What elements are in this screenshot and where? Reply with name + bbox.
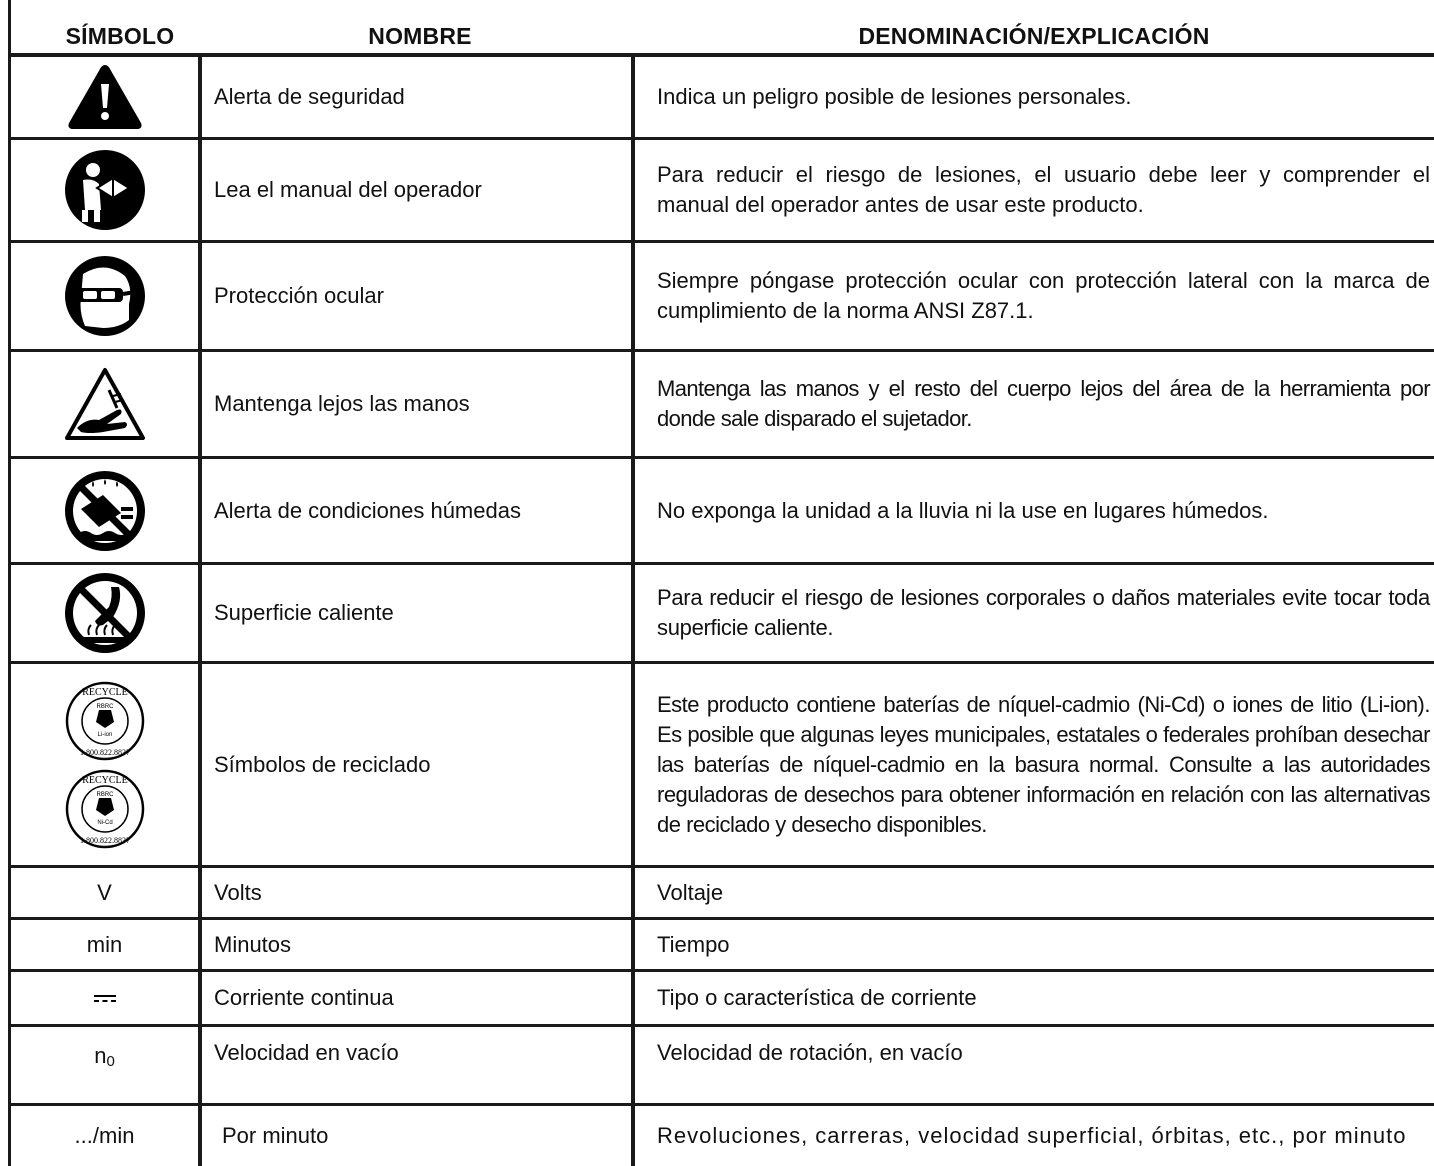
eye-protection-icon: [63, 254, 147, 338]
header-name: NOMBRE: [368, 23, 472, 49]
recycle-seal-icon: [64, 680, 146, 762]
row-explanation: Para reducir el riesgo de lesiones, el usuario debe leer y comprender el manual del operador antes de usar este producto.: [657, 162, 1430, 217]
row-explanation: Tipo o característica de corriente: [657, 985, 977, 1010]
symbol-cell: [11, 57, 198, 137]
row-name: Minutos: [214, 931, 292, 957]
row-name: Velocidad en vacío: [214, 1040, 399, 1065]
symbol-cell: [11, 664, 198, 865]
symbol-cell: [11, 1027, 198, 1103]
symbol-cell: [11, 352, 198, 456]
no-load-speed-symbol: n: [94, 1043, 107, 1068]
row-name: Alerta de seguridad: [214, 84, 405, 109]
row-name: Protección ocular: [214, 283, 384, 308]
symbol-cell: min: [86, 931, 123, 957]
row-name: Mantenga lejos las manos: [214, 391, 470, 416]
header-explanation: DENOMINACIÓN/EXPLICACIÓN: [858, 23, 1210, 49]
row-name: Alerta de condiciones húmedas: [214, 497, 521, 523]
symbol-cell: [11, 459, 198, 562]
row-name: Lea el manual del operador: [214, 177, 482, 202]
symbol-cell: [11, 972, 198, 1024]
symbol-cell: [11, 243, 198, 349]
row-explanation: Siempre póngase protección ocular con protección lateral con la marca de cumplimiento de la norma ANSI Z87.1.: [657, 268, 1430, 323]
row-name: Por minuto: [222, 1123, 329, 1148]
no-load-speed-subscript: 0: [106, 1053, 115, 1070]
wet-conditions-icon: [63, 469, 147, 553]
row-name: Volts: [214, 879, 262, 905]
svg-text:Ni-Cd: Ni-Cd: [96, 819, 113, 826]
keep-hands-away-icon: [63, 366, 147, 442]
recycle-seal-icon: [64, 768, 146, 850]
symbol-cell: [11, 565, 198, 661]
row-name: Corriente continua: [214, 985, 394, 1010]
row-name: Superficie caliente: [214, 600, 394, 625]
row-explanation: Este producto contiene baterías de níquel-cadmio (Ni-Cd) o iones de litio (Li-ion). Es posible que algunas leyes municipales, estatales o federales prohíban desechar las baterías de níquel-cadmio en la basura normal. Consulte a las autoridades reguladoras de desechos para obtener información en relación con las alternativas de reciclado y desecho disponibles.: [657, 691, 1430, 837]
safety-alert-icon: [66, 62, 144, 132]
row-explanation: Revoluciones, carreras, velocidad superficial, órbitas, etc., por minuto: [657, 1123, 1407, 1148]
svg-text:Li-ion: Li-ion: [97, 731, 112, 738]
row-explanation: Velocidad de rotación, en vacío: [657, 1040, 963, 1065]
symbol-cell: [11, 140, 198, 240]
header-symbol: SÍMBOLO: [65, 23, 175, 49]
read-manual-icon: [63, 148, 147, 232]
row-explanation: Indica un peligro posible de lesiones personales.: [657, 84, 1132, 109]
svg-text:RECYCLE: RECYCLE: [81, 686, 128, 698]
row-explanation: Voltaje: [657, 879, 724, 905]
hot-surface-icon: [63, 571, 147, 655]
symbol-cell: .../min: [74, 1123, 135, 1148]
row-name: Símbolos de reciclado: [214, 751, 431, 777]
svg-text:1.800.822.8837: 1.800.822.8837: [79, 747, 130, 757]
symbol-cell: V: [97, 879, 112, 905]
svg-text:RBRC: RBRC: [95, 791, 114, 798]
svg-text:RECYCLE: RECYCLE: [81, 774, 128, 786]
direct-current-icon: [94, 993, 116, 1003]
row-explanation: Mantenga las manos y el resto del cuerpo lejos del área de la herramienta por donde sale disparado el sujetador.: [657, 376, 1430, 431]
svg-text:1.800.822.8837: 1.800.822.8837: [79, 835, 130, 845]
row-explanation: Tiempo: [657, 931, 730, 957]
svg-text:RBRC: RBRC: [95, 703, 114, 710]
row-explanation: No exponga la unidad a la lluvia ni la use en lugares húmedos.: [657, 497, 1269, 523]
row-explanation: Para reducir el riesgo de lesiones corporales o daños materiales evite tocar toda superficie caliente.: [657, 585, 1430, 640]
